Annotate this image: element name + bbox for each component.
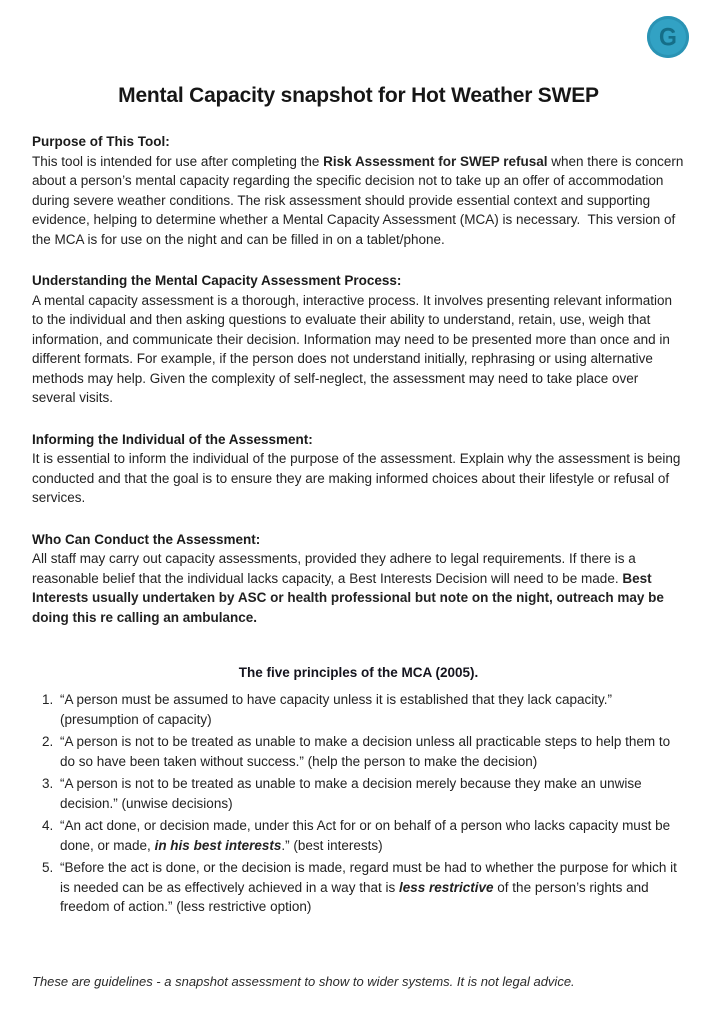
text-segment: in his best interests [154, 837, 282, 853]
text-segment: It is essential to inform the individual of the purpose of the assessment. Explain why the assessment is being conducted and that the goal is to ensure they are making informed choices about their lifestyle or refusal of services. [32, 451, 681, 505]
section-body-who-can-conduct [32, 549, 685, 627]
page-title: Mental Capacity snapshot for Hot Weather SWEP [118, 84, 599, 107]
section-body-understanding [32, 291, 685, 408]
text-segment: “An act done, or decision made, under this Act for or on behalf of a person who lacks capacity must be done, or made, [60, 818, 671, 853]
principle-item-1 [57, 690, 685, 729]
text-segment: “Before the act is done, or the decision is made, regard must be had to whether the purpose for which it is needed can be as effectively achieved in a way that is [60, 860, 677, 895]
principle-item-5 [57, 858, 685, 917]
section-informing-individual [32, 430, 685, 508]
text-segment: less restrictive [398, 879, 494, 895]
org-logo [647, 16, 689, 58]
principles-section [32, 665, 685, 917]
text-segment: Best Interests usually undertaken by ASC or health professional but note on the night, outreach may be doing this re calling an ambulance. [32, 570, 664, 625]
text-segment: “A person is not to be treated as unable to make a decision merely because they make an unwise decision.” (unwise decisions) [60, 776, 642, 811]
principles-list [32, 690, 685, 917]
logo-letter-g: G [659, 22, 677, 51]
text-segment: A mental capacity assessment is a thorough, interactive process. It involves presenting relevant information to the individual and then asking questions to evaluate their ability to understand, retain, use, weigh that information, and communicate their decision. Information may need to be presented more than once and in different formats. For example, if the person does not understand initially, rephrasing or using alternative methods may help. Given the complexity of self-neglect, the assessment may need to take place over several visits. [32, 292, 673, 405]
section-who-can-conduct [32, 530, 685, 628]
section-heading-understanding: Understanding the Mental Capacity Assessment Process: [32, 273, 402, 288]
section-heading-informing: Informing the Individual of the Assessment: [32, 431, 313, 447]
section-understanding-process [32, 271, 685, 408]
section-purpose [32, 132, 685, 249]
principle-item-4 [57, 816, 685, 855]
text-segment: of the person’s rights and freedom of action.” (less restrictive option) [60, 879, 649, 914]
text-segment: “A person is not to be treated as unable to make a decision unless all practicable steps to help them to do so have been taken without success.” (help the person to make the decision) [60, 734, 671, 769]
footer-disclaimer: These are guidelines - a snapshot assessment to show to wider systems. It is not legal advice. [32, 974, 575, 989]
text-segment: This tool is intended for use after completing the [32, 153, 324, 169]
text-segment: Risk Assessment for SWEP refusal [323, 153, 548, 169]
section-body-informing [32, 449, 685, 508]
section-body-purpose [32, 152, 685, 250]
principles-heading: The five principles of the MCA (2005). [238, 665, 479, 680]
text-segment: when there is concern about a person’s mental capacity regarding the specific decision not to take up an offer of accommodation during severe weather conditions. The risk assessment should provide essential context and supporting evidence, helping to determine whether a Mental Capacity Assessment (MCA) is necessary. This version of the MCA is for use on the night and can be filled in on a tablet/phone. [32, 153, 684, 247]
text-segment: “A person must be assumed to have capacity unless it is established that they lack capacity.” (presumption of capacity) [60, 692, 613, 727]
principle-item-2 [57, 732, 685, 771]
section-heading-purpose: Purpose of This Tool: [32, 134, 170, 149]
principle-item-3 [57, 774, 685, 813]
text-segment: .” (best interests) [281, 837, 383, 853]
section-heading-who-can-conduct: Who Can Conduct the Assessment: [32, 531, 261, 547]
text-segment: All staff may carry out capacity assessments, provided they adhere to legal requirements. If there is a reasonable belief that the individual lacks capacity, a Best Interests Decision will need to be made. [32, 551, 636, 586]
